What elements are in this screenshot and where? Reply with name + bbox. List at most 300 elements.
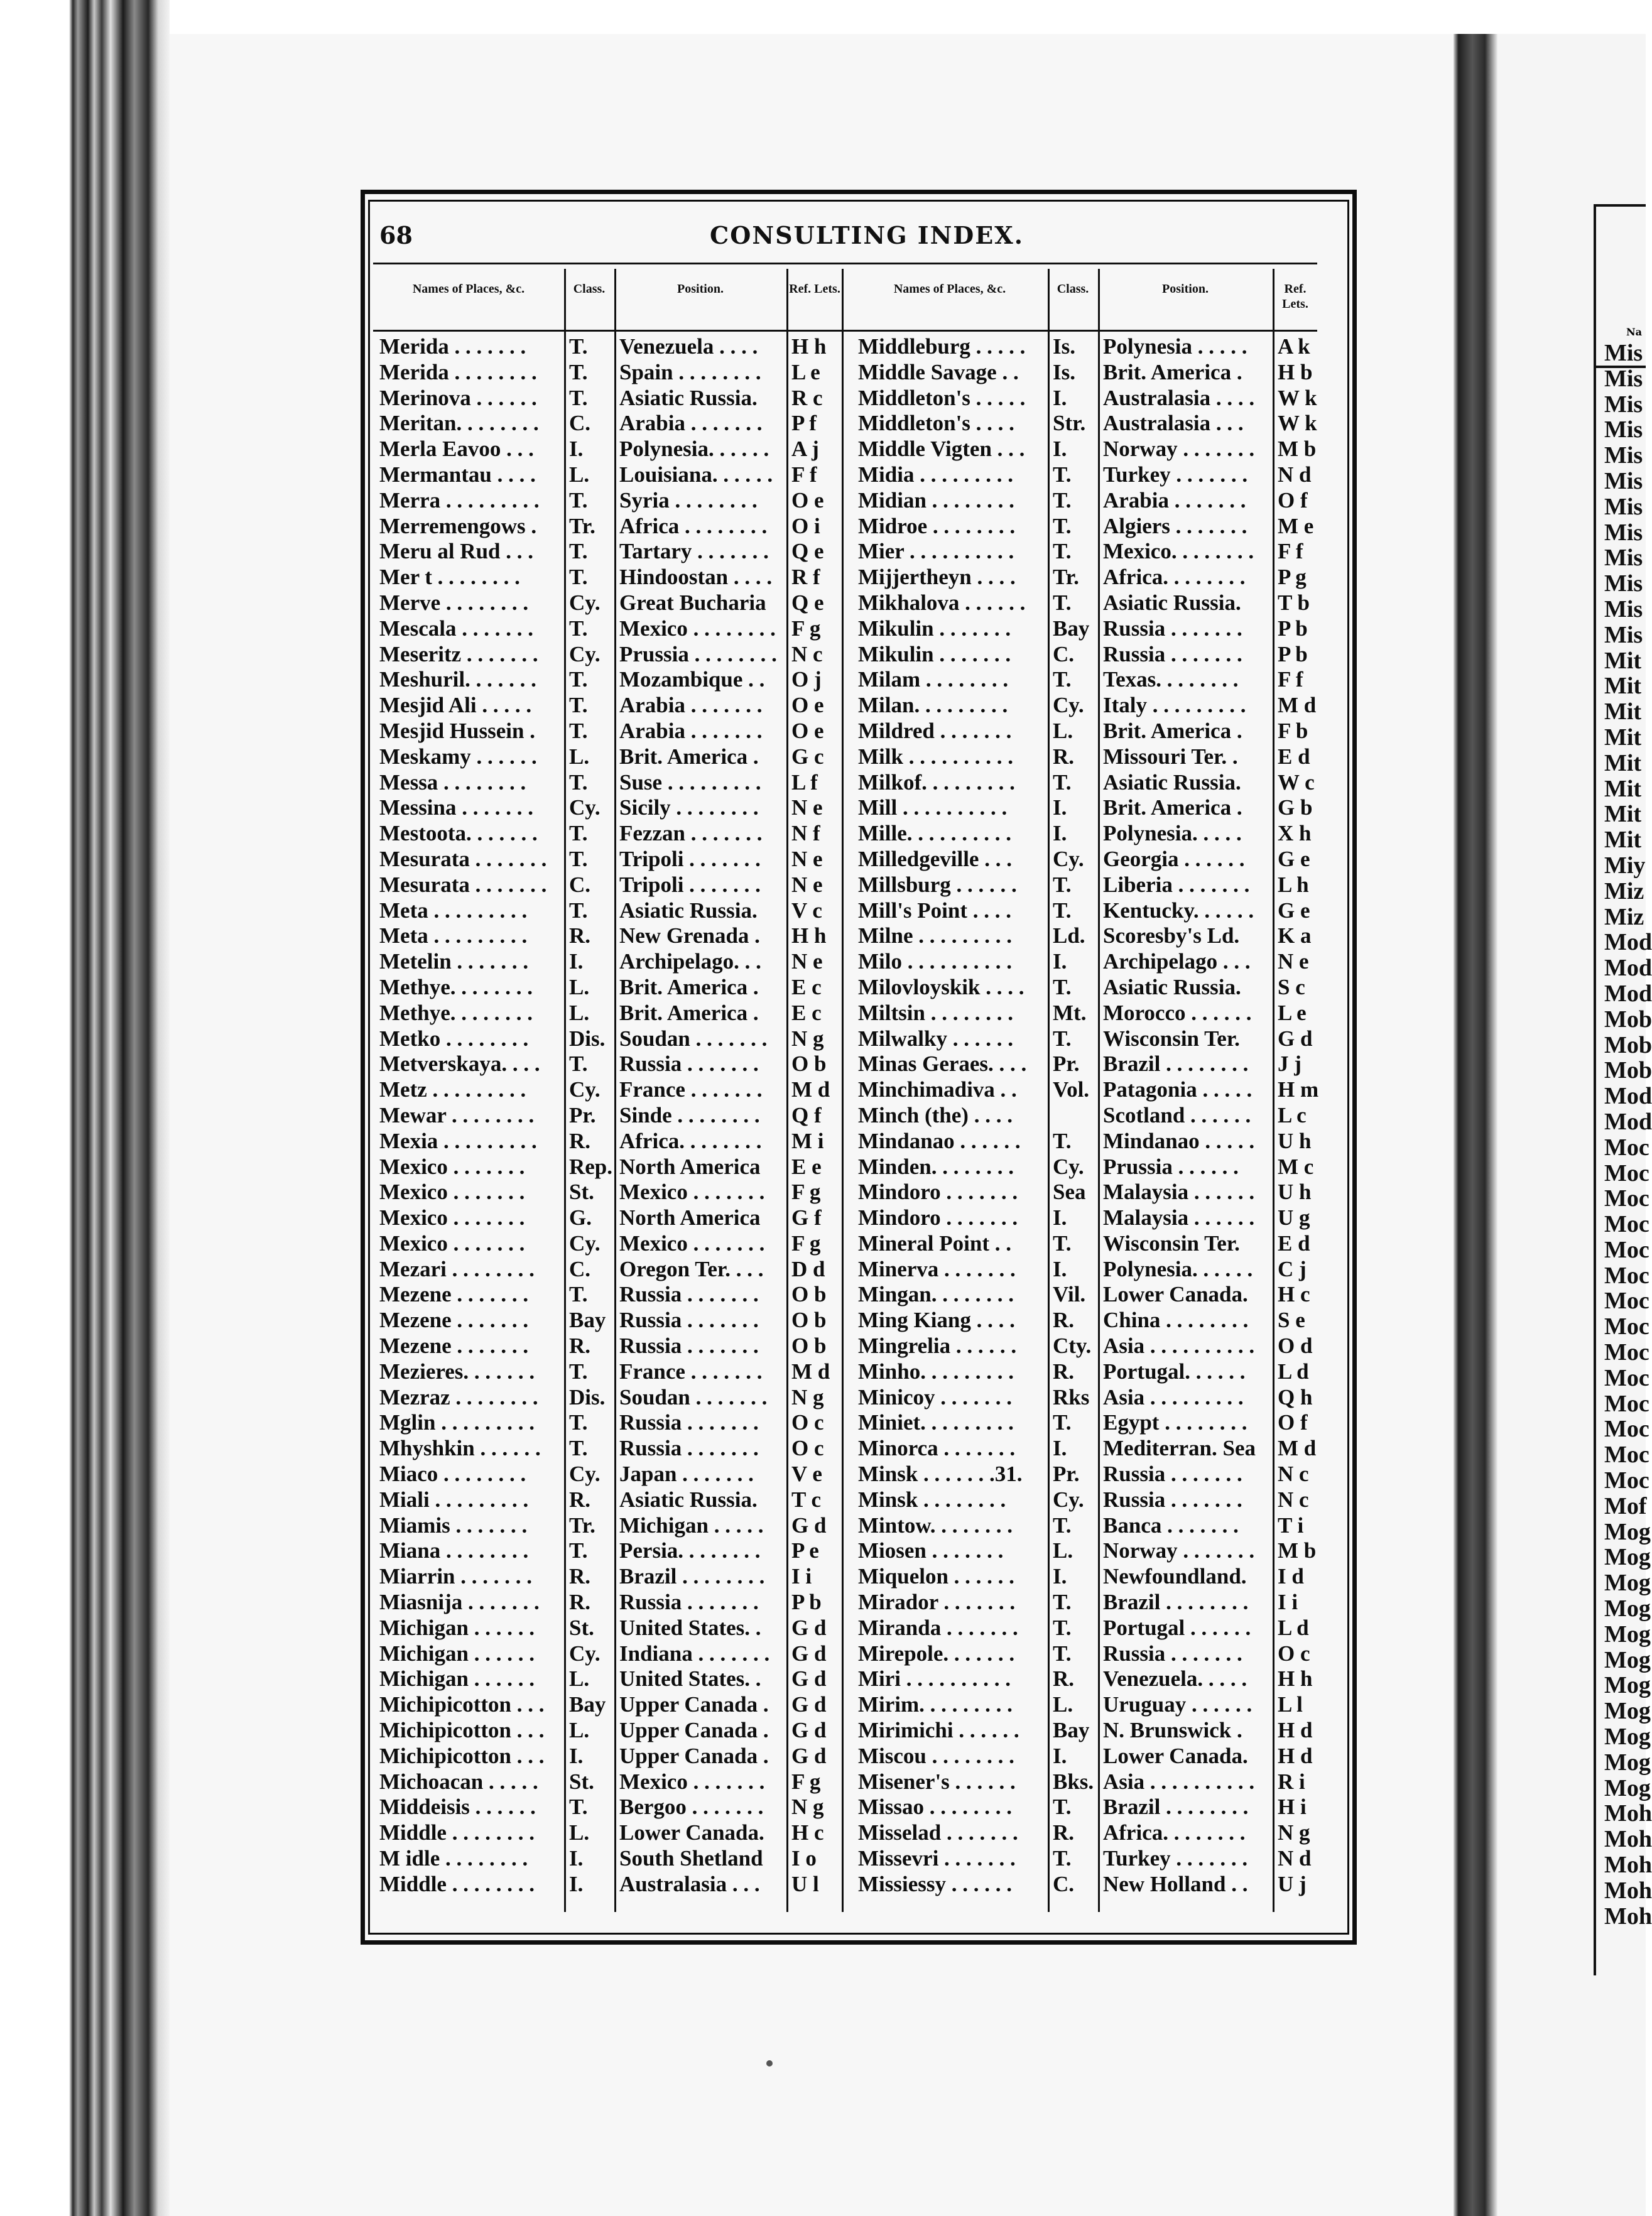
place-position: United States. .: [619, 1615, 761, 1640]
adjacent-entry-fragment: Miy: [1604, 852, 1646, 879]
index-entry: [373, 1462, 847, 1487]
adjacent-entry-fragment: Mit: [1604, 647, 1642, 674]
place-class: T.: [1053, 1410, 1072, 1435]
index-entry: [373, 590, 847, 616]
reference-letters: R i: [1278, 1769, 1305, 1794]
place-position: Morocco . . . . . .: [1103, 1000, 1252, 1025]
reference-letters: G e: [1278, 846, 1310, 871]
place-class: I.: [569, 1846, 584, 1871]
index-entry: [852, 1154, 1317, 1180]
place-position: Suse . . . . . . . . .: [619, 769, 761, 795]
reference-letters: G f: [791, 1205, 822, 1230]
adjacent-entry-fragment: Miz: [1604, 877, 1644, 904]
index-entry: [852, 462, 1317, 488]
place-name: Meru al Rud . . .: [379, 539, 533, 564]
adjacent-entry-fragment: Moh: [1604, 1826, 1652, 1853]
place-name: Mineral Point . .: [858, 1230, 1011, 1256]
place-class: R.: [569, 1333, 591, 1359]
place-name: Mirim. . . . . . . . .: [858, 1692, 1013, 1717]
place-class: L.: [569, 744, 590, 769]
adjacent-entry-fragment: Mis: [1604, 545, 1643, 572]
place-position: Brit. America .: [1103, 718, 1242, 743]
index-entry: [373, 1308, 847, 1333]
index-entry: [852, 795, 1317, 821]
adjacent-entry-fragment: Moc: [1604, 1134, 1649, 1161]
index-entry: [373, 539, 847, 565]
place-class: T.: [1053, 1615, 1072, 1640]
place-name: Metko . . . . . . . .: [379, 1026, 529, 1051]
reference-letters: H h: [1278, 1666, 1313, 1692]
index-entry: [373, 1666, 847, 1692]
place-class: T.: [569, 565, 588, 590]
index-entry: [373, 1205, 847, 1231]
place-class: Pr.: [569, 1102, 596, 1127]
place-position: Russia . . . . . . .: [619, 1436, 759, 1461]
header-class: Class.: [1057, 282, 1089, 296]
adjacent-entry-fragment: Mis: [1604, 467, 1643, 494]
place-position: Lower Canada.: [619, 1820, 764, 1845]
place-name: Mildred . . . . . . .: [858, 718, 1012, 743]
adjacent-entry-fragment: Moc: [1604, 1262, 1649, 1289]
index-entry: [373, 1231, 847, 1257]
place-name: Metverskaya. . . .: [379, 1051, 540, 1077]
place-class: T.: [569, 334, 588, 359]
index-entry: [852, 1308, 1317, 1333]
place-position: Portugal. . . . . .: [1103, 1359, 1246, 1384]
place-class: St.: [569, 1180, 594, 1205]
place-name: Mglin . . . . . . . . .: [379, 1410, 535, 1435]
reference-letters: U h: [1278, 1180, 1312, 1205]
place-position: China . . . . . . . .: [1103, 1308, 1249, 1333]
place-name: Midroe . . . . . . . .: [858, 513, 1016, 538]
place-position: Soudan . . . . . . .: [619, 1026, 768, 1051]
reference-letters: P e: [791, 1538, 819, 1563]
place-class: Bay: [569, 1308, 606, 1333]
index-entry: [373, 1744, 847, 1769]
reference-letters: S e: [1278, 1308, 1305, 1333]
place-class: I.: [1053, 1256, 1067, 1281]
place-class: T.: [569, 1795, 588, 1820]
adjacent-entry-fragment: Mis: [1604, 519, 1643, 546]
index-entry: [852, 744, 1317, 770]
place-class: I.: [1053, 1436, 1067, 1461]
place-position: Prussia . . . . . . . .: [619, 641, 777, 666]
index-entry: [373, 821, 847, 847]
place-class: Mt.: [1053, 1000, 1087, 1025]
place-position: Asiatic Russia.: [619, 1487, 758, 1512]
place-name: Michipicotton . . .: [379, 1743, 545, 1768]
place-name: Minicoy . . . . . . .: [858, 1384, 1012, 1409]
reference-letters: U h: [1278, 1128, 1312, 1153]
place-class: L.: [569, 974, 590, 999]
place-class: Ld.: [1053, 923, 1085, 948]
adjacent-entry-fragment: Mob: [1604, 1006, 1652, 1033]
place-position: Mexico . . . . . . .: [619, 1230, 765, 1256]
place-name: Mexia . . . . . . . . .: [379, 1128, 537, 1153]
place-position: South Shetland: [619, 1846, 763, 1871]
place-class: Dis.: [569, 1384, 606, 1409]
index-entry: [373, 1410, 847, 1436]
reference-letters: N c: [1278, 1462, 1309, 1487]
place-position: Liberia . . . . . . .: [1103, 872, 1250, 897]
adjacent-page: [1497, 34, 1652, 2216]
index-entry: [852, 1795, 1317, 1820]
place-position: Venezuela . . . .: [619, 334, 758, 359]
place-position: Asia . . . . . . . . . .: [1103, 1333, 1255, 1359]
reference-letters: F g: [791, 1230, 821, 1256]
index-entry: [373, 1564, 847, 1590]
reference-letters: O j: [791, 667, 822, 692]
adjacent-entry-fragment: Mob: [1604, 1057, 1652, 1084]
place-position: Russia . . . . . . .: [1103, 1462, 1242, 1487]
adjacent-page-header: Na: [1626, 326, 1642, 338]
index-entry: [852, 1692, 1317, 1718]
place-position: N. Brunswick .: [1103, 1718, 1242, 1743]
place-name: Mesjid Hussein .: [379, 718, 535, 743]
reference-letters: M d: [1278, 693, 1317, 718]
header-ref: Ref. Lets.: [789, 282, 840, 296]
reference-letters: N c: [791, 641, 823, 666]
index-entry: [852, 1385, 1317, 1411]
index-entry: [373, 1333, 847, 1359]
place-class: R.: [569, 1487, 591, 1512]
place-name: Milkof. . . . . . . . .: [858, 769, 1015, 795]
place-class: C.: [569, 411, 591, 436]
place-class: T.: [1053, 1795, 1072, 1820]
index-entry: [373, 898, 847, 924]
place-class: C.: [1053, 641, 1075, 666]
reference-letters: G d: [791, 1666, 827, 1692]
place-name: Minch (the) . . . .: [858, 1102, 1013, 1127]
index-entry: [373, 872, 847, 898]
place-class: R.: [569, 1128, 591, 1153]
place-name: Milwalky . . . . . .: [858, 1026, 1013, 1051]
place-class: T.: [1053, 1128, 1072, 1153]
place-name: Merra . . . . . . . . .: [379, 487, 540, 513]
index-entry: [373, 1026, 847, 1052]
place-position: Archipelago. . .: [619, 949, 761, 974]
reference-letters: H h: [791, 923, 827, 948]
reference-letters: O b: [791, 1308, 827, 1333]
index-entry: [373, 1718, 847, 1744]
reference-letters: A j: [791, 437, 819, 462]
place-name: Milne . . . . . . . . .: [858, 923, 1012, 948]
place-position: Africa. . . . . . . .: [619, 1128, 762, 1153]
reference-letters: G c: [791, 744, 824, 769]
place-name: Meritan. . . . . . . .: [379, 411, 539, 436]
place-class: L.: [569, 462, 590, 487]
place-name: Middleton's . . . . .: [858, 385, 1026, 410]
place-name: Mill's Point . . . .: [858, 898, 1012, 923]
index-entry: [852, 667, 1317, 693]
place-position: Lower Canada.: [1103, 1282, 1248, 1307]
place-position: Archipelago . . .: [1103, 949, 1251, 974]
place-class: Is.: [1053, 334, 1075, 359]
reference-letters: P f: [791, 411, 817, 436]
index-entry: [373, 744, 847, 770]
place-class: T.: [1053, 872, 1072, 897]
reference-letters: J j: [1278, 1051, 1301, 1077]
place-position: Asiatic Russia.: [1103, 769, 1241, 795]
index-entry: [373, 795, 847, 821]
place-position: Persia. . . . . . . .: [619, 1538, 761, 1563]
place-class: T.: [569, 1538, 588, 1563]
adjacent-entry-fragment: Mof: [1604, 1492, 1647, 1519]
adjacent-entry-fragment: Mit: [1604, 698, 1642, 725]
place-position: New Grenada .: [619, 923, 760, 948]
index-table-right: [852, 269, 1317, 1912]
adjacent-entry-fragment: Mis: [1604, 416, 1643, 443]
index-entry: [852, 1282, 1317, 1308]
index-entry: [852, 1872, 1317, 1898]
reference-letters: O b: [791, 1333, 827, 1359]
place-class: R.: [569, 923, 591, 948]
place-position: Scotland . . . . . .: [1103, 1102, 1251, 1127]
place-name: Missao . . . . . . . .: [858, 1795, 1012, 1820]
index-entry: [852, 1103, 1317, 1129]
reference-letters: E c: [791, 974, 822, 999]
index-entry: [373, 1641, 847, 1667]
place-class: Sea: [1053, 1180, 1086, 1205]
page-number: 68: [379, 221, 413, 249]
place-name: Michigan . . . . . .: [379, 1641, 535, 1666]
place-class: Rep.: [569, 1154, 613, 1179]
index-entry: [852, 642, 1317, 668]
place-class: T.: [569, 1051, 588, 1077]
place-name: Methye. . . . . . . .: [379, 1000, 533, 1025]
adjacent-entry-fragment: Mis: [1604, 570, 1643, 597]
place-name: Mexico . . . . . . .: [379, 1230, 525, 1256]
place-position: Asia . . . . . . . . . .: [1103, 1769, 1255, 1794]
index-entry: [373, 1769, 847, 1795]
index-entry: [852, 1538, 1317, 1564]
place-position: Prussia . . . . . .: [1103, 1154, 1239, 1179]
adjacent-entry-fragment: Mod: [1604, 1083, 1652, 1110]
adjacent-entry-fragment: Moc: [1604, 1364, 1649, 1391]
index-entry: [852, 1205, 1317, 1231]
place-position: North America: [619, 1154, 761, 1179]
place-name: Minas Geraes. . . .: [858, 1051, 1027, 1077]
place-position: Malaysia . . . . . .: [1103, 1180, 1255, 1205]
place-position: Brit. America .: [619, 1000, 759, 1025]
place-position: Brazil . . . . . . . .: [1103, 1051, 1249, 1077]
place-position: Russia . . . . . . .: [619, 1282, 759, 1307]
place-class: L.: [569, 1820, 590, 1845]
index-entry: [373, 565, 847, 590]
reference-letters: F g: [791, 1180, 821, 1205]
header-name: Names of Places, &c.: [893, 282, 1006, 296]
index-entry: [852, 1513, 1317, 1539]
reference-letters: H c: [1278, 1282, 1310, 1307]
place-name: Miscou . . . . . . . .: [858, 1743, 1014, 1768]
adjacent-entry-fragment: Moc: [1604, 1390, 1649, 1417]
place-name: Mesurata . . . . . . .: [379, 846, 547, 871]
place-position: North America: [619, 1205, 761, 1230]
adjacent-entry-fragment: Mog: [1604, 1724, 1651, 1751]
place-class: T.: [569, 539, 588, 564]
index-entry: [852, 923, 1317, 949]
reference-letters: H d: [1278, 1743, 1313, 1768]
reference-letters: F g: [791, 616, 821, 641]
place-name: Middle . . . . . . . .: [379, 1871, 535, 1896]
place-name: Mewar . . . . . . . .: [379, 1102, 535, 1127]
place-position: Wisconsin Ter.: [1103, 1026, 1240, 1051]
place-position: Portugal . . . . . .: [1103, 1615, 1251, 1640]
place-class: T.: [569, 846, 588, 871]
index-entry: [852, 488, 1317, 514]
place-name: Middle Vigten . . .: [858, 437, 1025, 462]
adjacent-entry-fragment: Mis: [1604, 621, 1643, 648]
reference-letters: N e: [791, 795, 823, 820]
place-name: Meskamy . . . . . .: [379, 744, 537, 769]
place-position: Great Bucharia: [619, 590, 766, 615]
place-position: Arabia . . . . . . .: [619, 693, 763, 718]
place-position: Russia . . . . . . .: [619, 1410, 759, 1435]
place-name: Michigan . . . . . .: [379, 1666, 535, 1692]
place-position: Polynesia. . . . . .: [1103, 1256, 1253, 1281]
adjacent-entry-fragment: Moc: [1604, 1442, 1649, 1469]
place-class: I.: [1053, 1564, 1067, 1589]
index-entry: [373, 1051, 847, 1077]
place-class: T.: [569, 821, 588, 846]
place-class: T.: [1053, 1513, 1072, 1538]
adjacent-entry-fragment: Moc: [1604, 1185, 1649, 1212]
reference-letters: N g: [791, 1795, 824, 1820]
place-name: Milam . . . . . . . .: [858, 667, 1009, 692]
place-class: Vol.: [1053, 1077, 1090, 1102]
place-position: Brazil . . . . . . . .: [1103, 1795, 1249, 1820]
reference-letters: M i: [791, 1128, 824, 1153]
place-name: Merremengows .: [379, 513, 537, 538]
place-position: Japan . . . . . . .: [619, 1462, 754, 1487]
reference-letters: T i: [1278, 1513, 1304, 1538]
place-position: Malaysia . . . . . .: [1103, 1205, 1255, 1230]
reference-letters: F f: [1278, 539, 1303, 564]
place-name: Mermantau . . . .: [379, 462, 536, 487]
place-position: Arabia . . . . . . .: [619, 718, 763, 743]
index-entry: [852, 1051, 1317, 1077]
place-name: Miquelon . . . . . .: [858, 1564, 1014, 1589]
place-class: Cy.: [569, 1462, 600, 1487]
place-class: T.: [1053, 1846, 1072, 1871]
place-name: Mer t . . . . . . . .: [379, 565, 520, 590]
reference-letters: P g: [1278, 565, 1307, 590]
index-entry: [852, 360, 1317, 386]
place-position: Russia . . . . . . .: [1103, 1641, 1242, 1666]
place-name: Miarrin . . . . . . .: [379, 1564, 533, 1589]
place-class: Cy.: [1053, 1154, 1084, 1179]
place-position: Asiatic Russia.: [1103, 974, 1241, 999]
index-entry: [852, 1436, 1317, 1462]
place-class: I.: [569, 949, 584, 974]
reference-letters: I i: [791, 1564, 812, 1589]
place-name: Mezieres. . . . . . .: [379, 1359, 535, 1384]
place-class: Str.: [1053, 411, 1086, 436]
place-name: Misselad . . . . . . .: [858, 1820, 1018, 1845]
adjacent-entry-fragment: Mit: [1604, 801, 1642, 828]
adjacent-entry-fragment: Moc: [1604, 1416, 1649, 1443]
adjacent-entry-fragment: Mis: [1604, 595, 1643, 622]
place-class: T.: [569, 898, 588, 923]
reference-letters: H c: [791, 1820, 824, 1845]
place-name: Miamis . . . . . . .: [379, 1513, 528, 1538]
index-entry: [852, 1487, 1317, 1513]
place-position: Louisiana. . . . . .: [619, 462, 773, 487]
place-class: I.: [1053, 821, 1067, 846]
index-entry: [373, 411, 847, 437]
place-position: Mexico. . . . . . . .: [1103, 539, 1254, 564]
place-class: Cy.: [569, 641, 600, 666]
index-entry: [373, 1103, 847, 1129]
adjacent-entry-fragment: Moh: [1604, 1852, 1652, 1879]
adjacent-entry-fragment: Mit: [1604, 827, 1642, 854]
place-name: Miasnija . . . . . . .: [379, 1590, 540, 1615]
reference-letters: G d: [791, 1615, 827, 1640]
place-name: Miosen . . . . . . .: [858, 1538, 1004, 1563]
place-position: Upper Canada .: [619, 1718, 769, 1743]
reference-letters: N d: [1278, 462, 1312, 487]
place-name: Merla Eavoo . . .: [379, 437, 534, 462]
place-position: Venezuela. . . . .: [1103, 1666, 1247, 1692]
index-entry: [852, 1616, 1317, 1641]
reference-letters: E d: [1278, 1230, 1310, 1256]
reference-letters: T c: [791, 1487, 821, 1512]
place-class: R.: [1053, 744, 1075, 769]
index-entry: [852, 590, 1317, 616]
place-name: Mirador . . . . . . .: [858, 1590, 1016, 1615]
place-class: T.: [569, 616, 588, 641]
place-class: T.: [569, 718, 588, 743]
index-entry: [373, 975, 847, 1001]
place-position: France . . . . . . .: [619, 1077, 763, 1102]
reference-letters: L c: [1278, 1102, 1307, 1127]
header-class: Class.: [573, 282, 606, 296]
index-entry: [373, 949, 847, 975]
place-class: C.: [569, 1256, 591, 1281]
reference-letters: R c: [791, 385, 823, 410]
place-class: Cy.: [569, 795, 600, 820]
place-class: T.: [1053, 487, 1072, 513]
adjacent-entry-fragment: Moh: [1604, 1877, 1652, 1904]
reference-letters: G e: [1278, 898, 1310, 923]
place-position: Tartary . . . . . . .: [619, 539, 769, 564]
reference-letters: G d: [791, 1641, 827, 1666]
place-class: R.: [1053, 1308, 1075, 1333]
place-class: I.: [1053, 795, 1067, 820]
index-entry: [852, 872, 1317, 898]
adjacent-entry-fragment: Mog: [1604, 1672, 1651, 1699]
reference-letters: M d: [1278, 1436, 1317, 1461]
place-position: Russia . . . . . . .: [619, 1333, 759, 1359]
place-class: Tr.: [569, 1513, 595, 1538]
place-position: Africa . . . . . . . .: [619, 513, 768, 538]
place-name: Milan. . . . . . . . .: [858, 693, 1008, 718]
place-name: Miri . . . . . . . . . .: [858, 1666, 1011, 1692]
index-entry: [852, 1718, 1317, 1744]
reference-letters: N e: [791, 949, 823, 974]
index-entry: [373, 1538, 847, 1564]
index-entry: [852, 1846, 1317, 1872]
reference-letters: Q f: [791, 1102, 822, 1127]
place-class: T.: [1053, 769, 1072, 795]
place-position: Mexico . . . . . . .: [619, 1180, 765, 1205]
place-position: Sicily . . . . . . . .: [619, 795, 759, 820]
place-class: Pr.: [1053, 1462, 1080, 1487]
reference-letters: N g: [1278, 1820, 1310, 1845]
place-name: Milk . . . . . . . . . .: [858, 744, 1013, 769]
index-entry: [852, 847, 1317, 872]
place-position: France . . . . . . .: [619, 1359, 763, 1384]
